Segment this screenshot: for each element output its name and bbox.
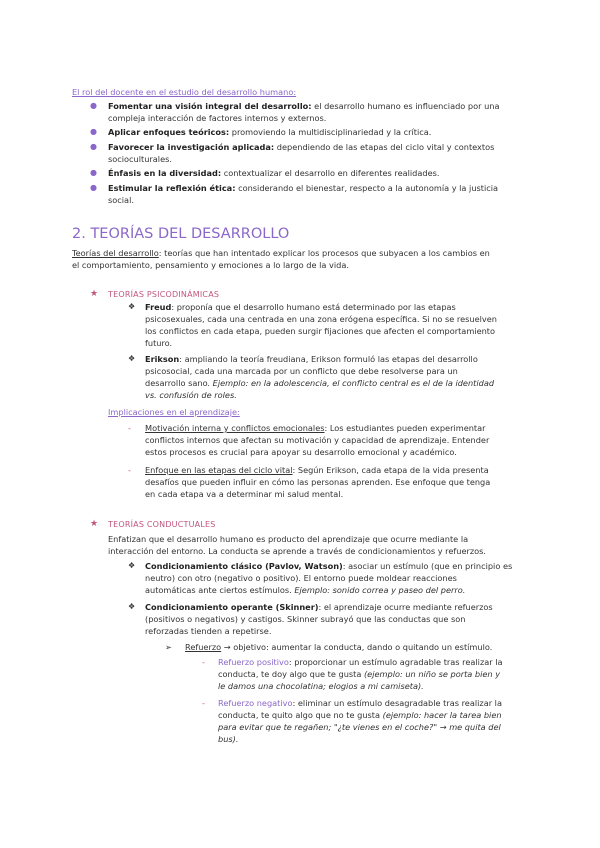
negativo-line2 <box>218 709 502 721</box>
erikson-line4 <box>145 389 237 401</box>
impl1-text: : Los estudiantes pueden experimentar <box>324 423 486 433</box>
diamond-bullet-icon: ❖ <box>128 354 136 363</box>
impl1-term: Motivación interna y conflictos emocionales <box>145 423 325 433</box>
operante-line1 <box>145 601 493 613</box>
rol-item <box>108 167 440 179</box>
negativo-line1 <box>218 697 502 709</box>
positivo-label: Refuerzo positivo <box>218 657 289 667</box>
bullet-icon: ● <box>90 168 97 177</box>
rol-item-text: considerando el bienestar, respecto a la autonomía y la justicia <box>235 183 499 193</box>
section-intro <box>72 247 490 259</box>
erikson-line3 <box>145 377 494 389</box>
negativo-label: Refuerzo negativo <box>218 698 293 708</box>
rol-item <box>108 126 431 138</box>
rol-item-continuation: social. <box>108 195 134 205</box>
positivo-line2 <box>218 668 500 680</box>
bullet-icon: ● <box>90 101 97 110</box>
psico-title: TEORÍAS PSICODINÁMICAS <box>108 290 220 299</box>
section-title: 2. TEORÍAS DEL DESARROLLO <box>72 226 290 242</box>
negativo-text2: conducta, te quito algo que no te gusta <box>218 710 383 720</box>
impl1-line3: estos procesos es crucial para apoyar su desarrollo emocional y académico. <box>145 447 457 457</box>
clasico-line2: neutro) con otro (negativo o positivo). El entorno puede moldear reacciones <box>145 573 457 583</box>
rol-item-text: dependiendo de las etapas del ciclo vital y contextos <box>274 142 495 152</box>
dash-bullet: - <box>128 465 131 475</box>
negativo-example: (ejemplo: hacer la tarea bien <box>382 710 502 720</box>
bullet-icon: ● <box>90 127 97 136</box>
impl2-line2: desafíos que pueden influir en cómo las personas aprenden. Ese enfoque que tenga <box>145 477 491 487</box>
erikson-example-end: vs. confusión de roles. <box>145 390 237 400</box>
rol-item-text: el desarrollo humano es influenciado por una <box>311 101 500 111</box>
rol-item-continuation: socioculturales. <box>108 154 172 164</box>
negativo-line4 <box>218 733 238 745</box>
rol-item-continuation: compleja interacción de factores internos y externos. <box>108 113 327 123</box>
diamond-bullet-icon: ❖ <box>128 602 136 611</box>
positivo-example: (ejemplo: un niño se porta bien y <box>363 669 501 679</box>
bullet-icon: ● <box>90 142 97 151</box>
impl1-line1 <box>145 422 486 434</box>
positivo-line1 <box>218 656 503 668</box>
clasico-line1 <box>145 560 512 572</box>
dash-bullet: - <box>202 698 205 708</box>
clasico-text: : asociar un estímulo (que en principio es <box>342 561 513 571</box>
rol-item-title: Énfasis en la diversidad: <box>108 168 222 178</box>
impl2-line1 <box>145 464 489 476</box>
conduct-intro-line1: Enfatizan que el desarrollo humano es producto del aprendizaje que ocurre mediante la <box>108 534 469 544</box>
negativo-example-2: para evitar que te regañen; "¿te vienes en el coche?" → me quita del <box>218 722 501 732</box>
freud-text: : proponía que el desarrollo humano está determinado por las etapas <box>171 302 456 312</box>
rol-item-title: Favorecer la investigación aplicada: <box>108 142 275 152</box>
section-intro-line2: el comportamiento, pensamiento y emociones a lo largo de la vida. <box>72 260 349 270</box>
negativo-line3 <box>218 721 501 733</box>
rol-item <box>108 141 494 153</box>
conduct-intro-line2: interacción del entorno. La conducta se aprende a través de condicionamientos y refuerzos. <box>108 546 487 556</box>
impl1-line2: conflictos internos que afectan su motivación y capacidad de aprendizaje. Entender <box>145 435 490 445</box>
clasico-text3: automáticas ante ciertos estímulos. <box>145 585 295 595</box>
refuerzo-text: → objetivo: aumentar la conducta, dando o quitando un estímulo. <box>221 642 493 652</box>
freud-name: Freud <box>145 302 172 312</box>
operante-line3: reforzadas tienden a repetirse. <box>145 626 272 636</box>
erikson-example: Ejemplo: en la adolescencia, el conflicto central es el de la identidad <box>212 378 495 388</box>
positivo-line3 <box>218 680 424 692</box>
operante-name: Condicionamiento operante (Skinner) <box>145 602 319 612</box>
intro-term: Teorías del desarrollo <box>72 248 159 258</box>
impl2-term: Enfoque en las etapas del ciclo vital <box>145 465 293 475</box>
freud-line1 <box>145 301 456 313</box>
operante-line2: (positivos o negativos) y castigos. Skinner subrayó que las conductas que son <box>145 614 466 624</box>
impl2-line3: en cada etapa va a determinar mi salud mental. <box>145 489 344 499</box>
bullet-icon: ● <box>90 183 97 192</box>
arrow-bullet-icon: ➢ <box>165 642 172 652</box>
clasico-name: Condicionamiento clásico (Pavlov, Watson) <box>145 561 343 571</box>
rol-item-text: contextualizar el desarrollo en diferentes realidades. <box>221 168 440 178</box>
refuerzo-line <box>185 641 492 653</box>
rol-item <box>108 182 498 194</box>
rol-item-title: Fomentar una visión integral del desarrollo: <box>108 101 312 111</box>
refuerzo-term: Refuerzo <box>185 642 222 652</box>
negativo-example-end: bus). <box>218 734 239 744</box>
rol-item-title: Estimular la reflexión ética: <box>108 183 236 193</box>
intro-rest: : teorías que han intentado explicar los procesos que subyacen a los cambios en <box>158 248 490 258</box>
star-icon: ★ <box>90 519 99 529</box>
impl2-text: : Según Erikson, cada etapa de la vida presenta <box>292 465 489 475</box>
freud-line4: futuro. <box>145 338 173 348</box>
freud-line2: psicosexuales, cada una centrada en una zona erógena específica. Si no se resuelven <box>145 314 497 324</box>
positivo-text: : proporcionar un estímulo agradable tras realizar la <box>288 657 503 667</box>
erikson-line2: psicosocial, cada una marcada por un conflicto que debe resolverse para un <box>145 366 458 376</box>
rol-heading: El rol del docente en el estudio del desarrollo humano: <box>72 87 297 97</box>
diamond-bullet-icon: ❖ <box>128 302 136 311</box>
rol-item-title: Aplicar enfoques teóricos: <box>108 127 230 137</box>
clasico-line3 <box>145 584 465 596</box>
rol-item-text: promoviendo la multidisciplinariedad y la crítica. <box>229 127 432 137</box>
diamond-bullet-icon: ❖ <box>128 561 136 570</box>
erikson-text: : ampliando la teoría freudiana, Erikson formuló las etapas del desarrollo <box>179 354 478 364</box>
negativo-text: : eliminar un estímulo desagradable tras realizar la <box>292 698 502 708</box>
erikson-line1 <box>145 353 478 365</box>
impl-heading: Implicaciones en el aprendizaje: <box>108 407 240 417</box>
clasico-example: Ejemplo: sonido correa y paseo del perro. <box>294 585 466 595</box>
rol-item <box>108 100 499 112</box>
conduct-title: TEORÍAS CONDUCTUALES <box>108 520 216 529</box>
positivo-example-end: le damos una chocolatina; elogios a mi camiseta). <box>218 681 424 691</box>
operante-text: : el aprendizaje ocurre mediante refuerzos <box>318 602 493 612</box>
erikson-text3: desarrollo sano. <box>145 378 213 388</box>
erikson-name: Erikson <box>145 354 180 364</box>
star-icon: ★ <box>90 289 99 299</box>
dash-bullet: - <box>128 423 131 433</box>
positivo-text2: conducta, te doy algo que te gusta <box>218 669 364 679</box>
freud-line3: los conflictos en cada etapa, pueden surgir fijaciones que afecten el comportamiento <box>145 326 496 336</box>
dash-bullet: - <box>202 657 205 667</box>
